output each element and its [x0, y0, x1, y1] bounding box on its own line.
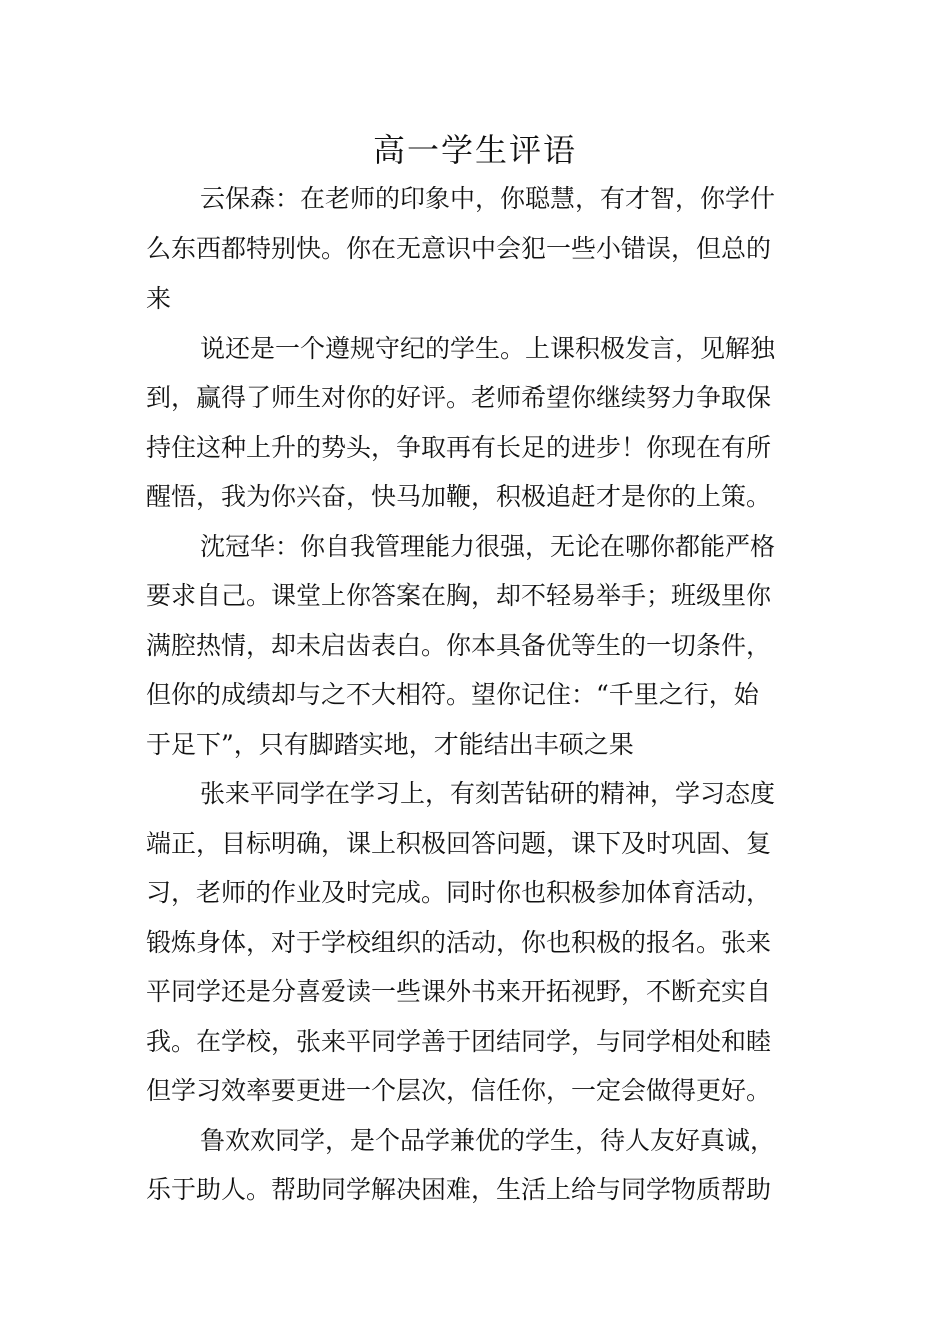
paragraph-4-line-2: 端正，目标明确，课上积极回答问题，课下及时巩固、复	[146, 829, 772, 858]
document-title: 高一学生评语	[372, 131, 577, 169]
paragraph-1-line-2: 么东西都特别快。你在无意识中会犯一些小错误，但总的	[146, 234, 772, 263]
paragraph-1-line-1: 云保森：在老师的印象中，你聪慧，有才智，你学什	[200, 184, 776, 213]
paragraph-2-line-1: 说还是一个遵规守纪的学生。上课积极发言，见解独	[200, 334, 776, 363]
paragraph-2-line-3: 持住这种上升的势头，争取再有长足的进步！你现在有所	[146, 433, 772, 462]
paragraph-4-line-4: 锻炼身体，对于学校组织的活动，你也积极的报名。张来	[146, 928, 772, 957]
paragraph-2-line-4: 醒悟，我为你兴奋，快马加鞭，积极追赶才是你的上策。	[146, 482, 772, 511]
paragraph-4-line-6: 我。在学校，张来平同学善于团结同学，与同学相处和睦	[146, 1027, 772, 1056]
paragraph-1-line-3: 来	[146, 284, 172, 313]
paragraph-5-line-1: 鲁欢欢同学，是个品学兼优的学生，待人友好真诚，	[200, 1126, 776, 1155]
paragraph-3-line-1: 沈冠华：你自我管理能力很强，无论在哪你都能严格	[200, 532, 776, 561]
paragraph-3-line-4: 但你的成绩却与之不大相符。望你记住：“千里之行，始	[146, 680, 759, 709]
paragraph-4-line-1: 张来平同学在学习上，有刻苦钻研的精神，学习态度	[200, 779, 776, 808]
paragraph-2-line-2: 到，赢得了师生对你的好评。老师希望你继续努力争取保	[146, 383, 772, 412]
paragraph-4-line-5: 平同学还是分喜爱读一些课外书来开拓视野，不断充实自	[146, 977, 772, 1006]
paragraph-3-line-3: 满腔热情，却未启齿表白。你本具备优等生的一切条件，	[146, 631, 772, 660]
paragraph-3-line-5: 于足下”，只有脚踏实地，才能结出丰硕之果	[146, 730, 634, 759]
paragraph-4-line-7: 但学习效率要更进一个层次，信任你，一定会做得更好。	[146, 1076, 772, 1105]
paragraph-3-line-2: 要求自己。课堂上你答案在胸，却不轻易举手；班级里你	[146, 581, 772, 610]
paragraph-4-line-3: 习，老师的作业及时完成。同时你也积极参加体育活动，	[146, 878, 772, 907]
paragraph-5-line-2: 乐于助人。帮助同学解决困难，生活上给与同学物质帮助	[146, 1175, 772, 1204]
